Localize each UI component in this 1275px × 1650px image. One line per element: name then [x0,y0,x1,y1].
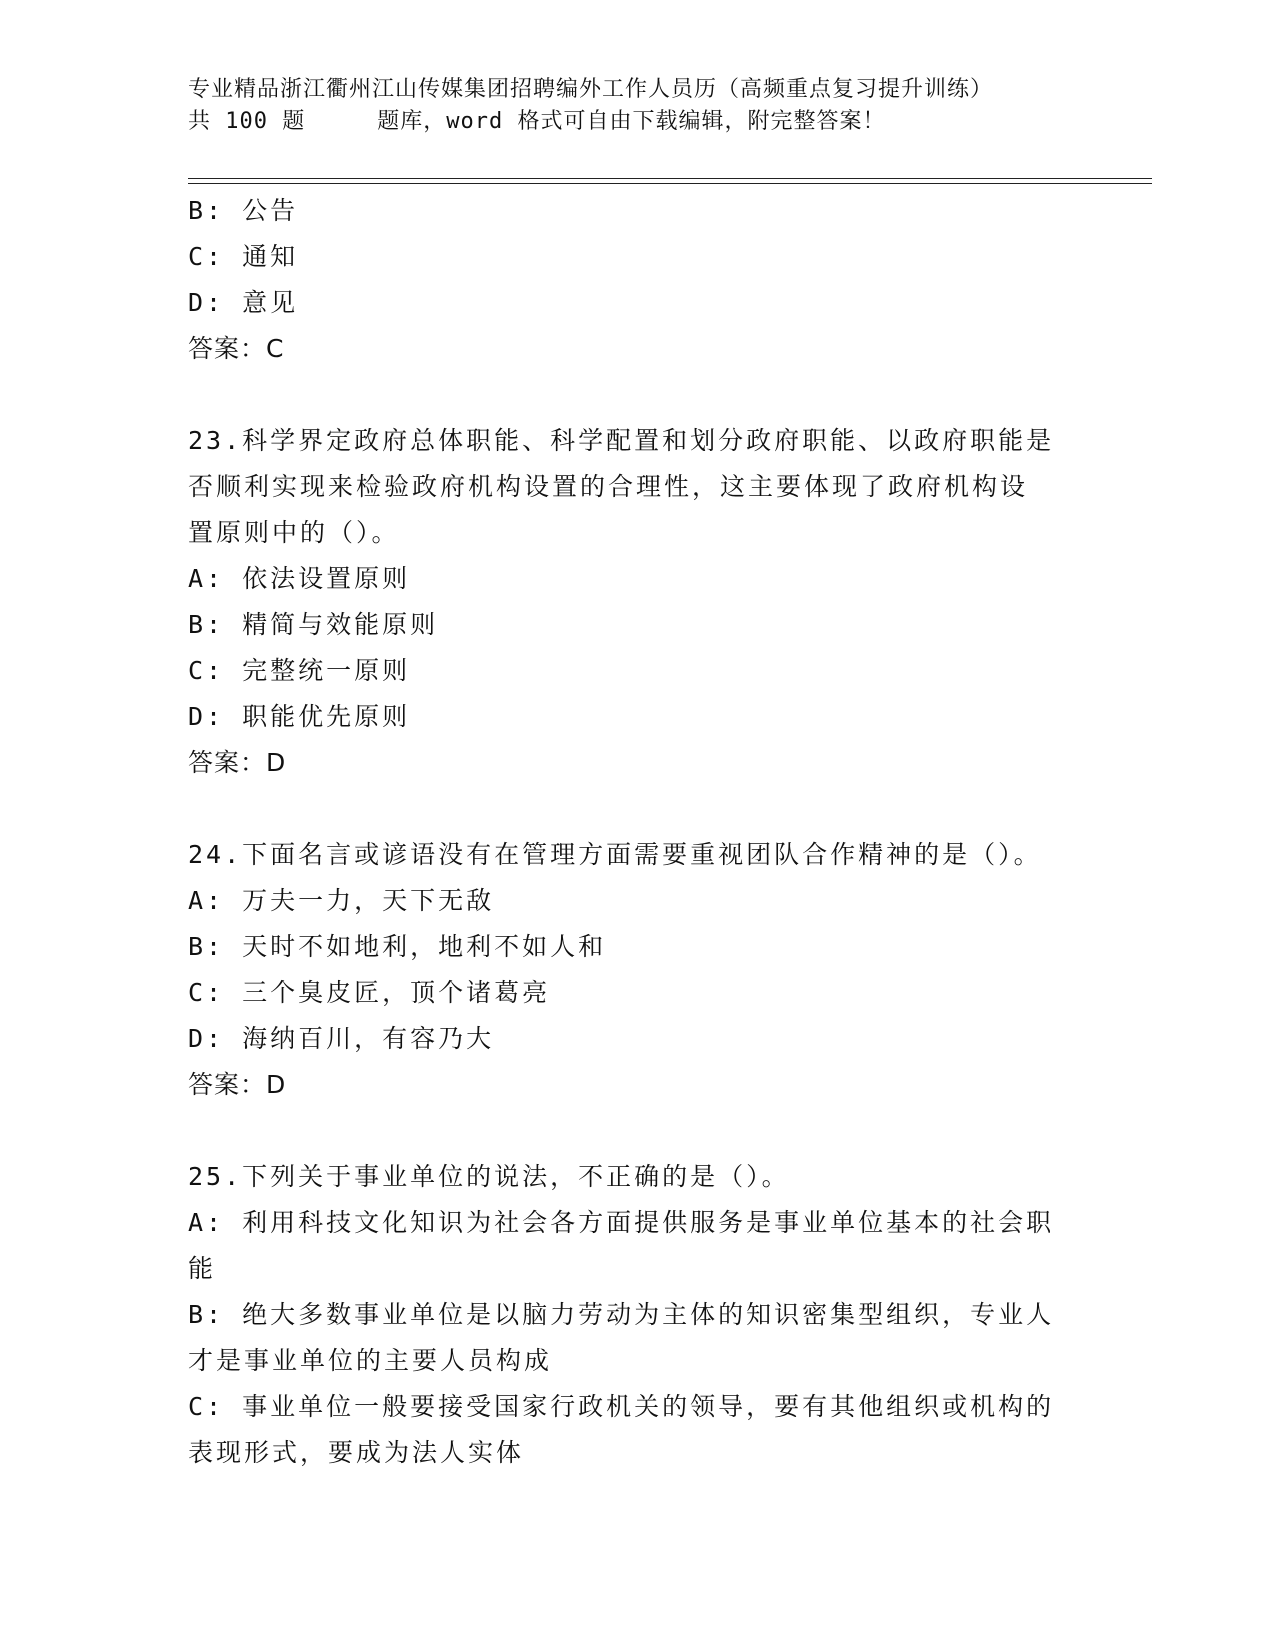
q23-option-c: C: 完整统一原则 [188,656,411,685]
q25-option-c-line-2: 表现形式，要成为法人实体 [188,1438,525,1467]
q22-option-b: B: 公告 [188,196,299,225]
q22-option-d: D: 意见 [188,288,299,317]
q23-option-a: A: 依法设置原则 [188,564,411,593]
q23-stem-line-2: 否顺利实现来检验政府机构设置的合理性，这主要体现了政府机构设 [188,472,1029,501]
header-question-count: 共 100 题 [188,109,306,134]
q24-option-c: C: 三个臭皮匠，顶个诸葛亮 [188,978,551,1007]
q23-option-b: B: 精简与效能原则 [188,610,439,639]
q23-stem-line-1: 23.科学界定政府总体职能、科学配置和划分政府职能、以政府职能是 [188,426,1055,455]
q22-answer: 答案：C [188,334,285,363]
page-header [188,74,1088,138]
q25-option-a-line-1: A: 利用科技文化知识为社会各方面提供服务是事业单位基本的社会职 [188,1208,1055,1237]
question-22-tail [188,188,1068,372]
q22-option-c: C: 通知 [188,242,299,271]
question-23 [188,418,1068,786]
q25-option-c-line-1: C: 事业单位一般要接受国家行政机关的领导，要有其他组织或机构的 [188,1392,1055,1421]
q24-option-b: B: 天时不如地利，地利不如人和 [188,932,607,961]
q24-option-d: D: 海纳百川，有容乃大 [188,1024,495,1053]
q24-option-a: A: 万夫一力，天下无敌 [188,886,495,915]
question-content [188,188,1068,1476]
question-24 [188,832,1068,1108]
q23-stem-line-3: 置原则中的（）。 [188,518,400,547]
q23-option-d: D: 职能优先原则 [188,702,411,731]
q25-option-b-line-2: 才是事业单位的主要人员构成 [188,1346,553,1375]
header-description: 题库，word 格式可自由下载编辑，附完整答案！ [377,109,886,134]
q25-option-b-line-1: B: 绝大多数事业单位是以脑力劳动为主体的知识密集型组织，专业人 [188,1300,1055,1329]
header-divider [188,178,1152,184]
header-title: 专业精品浙江衢州江山传媒集团招聘编外工作人员历（高频重点复习提升训练） [188,77,994,102]
q25-option-a-line-2: 能 [188,1254,217,1283]
question-25 [188,1154,1068,1476]
q24-stem-line-1: 24.下面名言或谚语没有在管理方面需要重视团队合作精神的是（）。 [188,840,1042,869]
q25-stem-line-1: 25.下列关于事业单位的说法，不正确的是（）。 [188,1162,790,1191]
header-subtitle [188,106,1088,138]
q24-answer: 答案：D [188,1070,287,1099]
q23-answer: 答案：D [188,748,287,777]
